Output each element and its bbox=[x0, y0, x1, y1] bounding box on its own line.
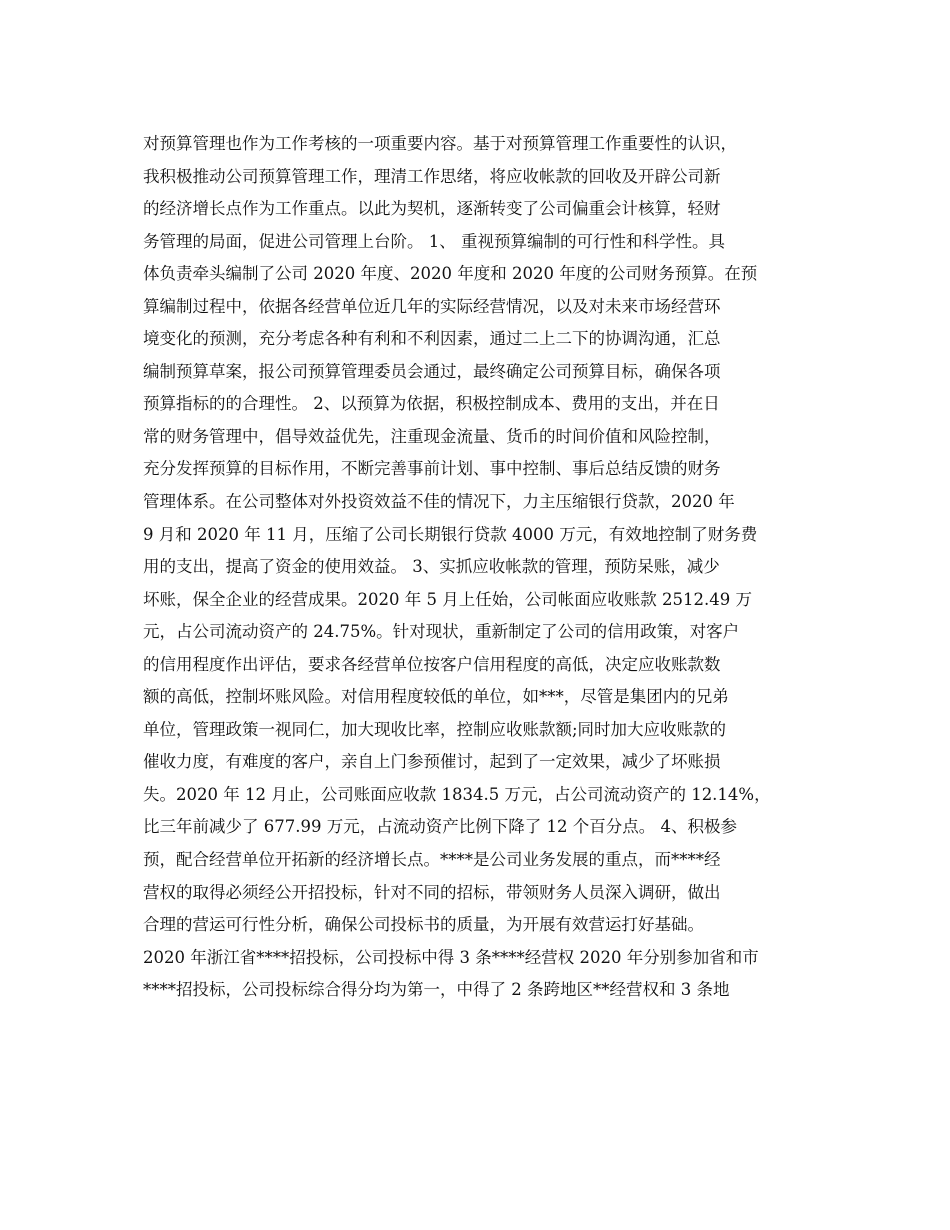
text-line: 的信用程度作出评估，要求各经营单位按客户信用程度的高低，决定应收账款数 bbox=[143, 654, 721, 674]
text-line: 充分发挥预算的目标作用，不断完善事前计划、事中控制、事后总结反馈的财务 bbox=[143, 459, 721, 479]
text-line: 预，配合经营单位开拓新的经济增长点。****是公司业务发展的重点，而****经 bbox=[143, 850, 721, 870]
text-line: 9 月和 2020 年 11 月，压缩了公司长期银行贷款 4000 万元，有效地控制了财务费 bbox=[143, 524, 758, 544]
text-line: 用的支出，提高了资金的使用效益。 3、实抓应收帐款的管理，预防呆账，减少 bbox=[143, 557, 720, 577]
text-line: 催收力度，有难度的客户，亲自上门参预催讨，起到了一定效果，减少了坏账损 bbox=[143, 752, 721, 772]
text-line: 额的高低，控制坏账风险。对信用程度较低的单位，如***，尽管是集团内的兄弟 bbox=[143, 687, 729, 707]
text-line: 我积极推动公司预算管理工作，理清工作思绪，将应收帐款的回收及开辟公司新 bbox=[143, 166, 721, 186]
text-line: 2020 年浙江省****招投标，公司投标中得 3 条****经营权 2020 年分别参加省和市 bbox=[143, 947, 759, 967]
text-line: ****招投标，公司投标综合得分均为第一，中得了 2 条跨地区**经营权和 3 条地 bbox=[143, 980, 730, 1000]
text-line: 体负责牵头编制了公司 2020 年度、2020 年度和 2020 年度的公司财务预算。在预 bbox=[143, 264, 758, 284]
text-line: 营权的取得必须经公开招投标，针对不同的招标，带领财务人员深入调研，做出 bbox=[143, 882, 721, 902]
body-text bbox=[143, 128, 807, 1007]
text-line: 的经济增长点作为工作重点。以此为契机，逐渐转变了公司偏重会计核算，轻财 bbox=[143, 199, 721, 219]
text-line: 常的财务管理中，倡导效益优先，注重现金流量、货币的时间价值和风险控制， bbox=[143, 426, 721, 446]
text-line: 坏账，保全企业的经营成果。2020 年 5 月上任始，公司帐面应收账款 2512.49 万 bbox=[143, 589, 752, 609]
text-line: 单位，管理政策一视同仁，加大现收比率，控制应收账款额;同时加大应收账款的 bbox=[143, 719, 727, 739]
text-line: 失。2020 年 12 月止，公司账面应收款 1834.5 万元，占公司流动资产的 12.14%， bbox=[143, 784, 771, 804]
text-line: 务管理的局面，促进公司管理上台阶。 1、 重视预算编制的可行性和科学性。具 bbox=[143, 231, 725, 251]
text-line: 比三年前减少了 677.99 万元，占流动资产比例下降了 12 个百分点。 4、积极参 bbox=[143, 817, 737, 837]
text-line: 对预算管理也作为工作考核的一项重要内容。基于对预算管理工作重要性的认识， bbox=[143, 134, 737, 153]
text-line: 编制预算草案，报公司预算管理委员会通过，最终确定公司预算目标，确保各项 bbox=[143, 361, 721, 381]
text-line: 合理的营运可行性分析，确保公司投标书的质量，为开展有效营运打好基础。 bbox=[143, 915, 704, 935]
text-line: 管理体系。在公司整体对外投资效益不佳的情况下，力主压缩银行贷款，2020 年 bbox=[143, 492, 735, 512]
text-line: 算编制过程中，依据各经营单位近几年的实际经营情况，以及对未来市场经营环 bbox=[143, 296, 721, 316]
text-line: 元，占公司流动资产的 24.75%。针对现状，重新制定了公司的信用政策，对客户 bbox=[143, 622, 740, 642]
text-line: 预算指标的的合理性。 2、以预算为依据，积极控制成本、费用的支出，并在日 bbox=[143, 394, 720, 414]
text-line: 境变化的预测，充分考虑各种有利和不利因素，通过二上二下的协调沟通，汇总 bbox=[143, 329, 721, 349]
